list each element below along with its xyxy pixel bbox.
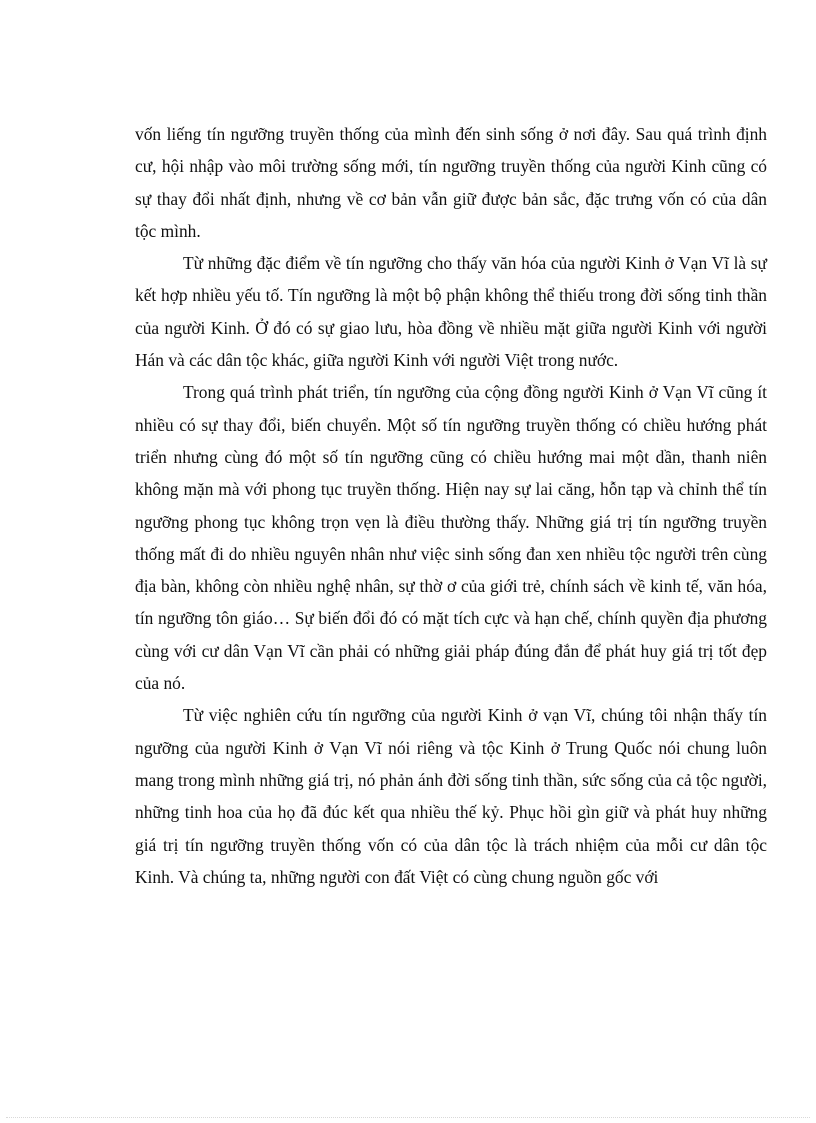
body-text — [135, 118, 767, 893]
paragraph: Từ việc nghiên cứu tín ngưỡng của người Kinh ở vạn Vĩ, chúng tôi nhận thấy tín ngưỡng của người Kinh ở Vạn Vĩ nói riêng và tộc Kinh ở Trung Quốc nói chung luôn mang trong mình những giá trị, nó phản ánh đời sống tinh thần, sức sống của cả tộc người, những tinh hoa của họ đã đúc kết qua nhiều thế kỷ. Phục hồi gìn giữ và phát huy những giá trị tín ngưỡng truyền thống vốn có của dân tộc là trách nhiệm của mỗi cư dân tộc Kinh. Và chúng ta, những người con đất Việt có cùng chung nguồn gốc với — [135, 705, 767, 887]
paragraph: Từ những đặc điểm về tín ngưỡng cho thấy văn hóa của người Kinh ở Vạn Vĩ là sự kết hợp nhiều yếu tố. Tín ngưỡng là một bộ phận không thể thiếu trong đời sống tinh thần của người Kinh. Ở đó có sự giao lưu, hòa đồng về nhiều mặt giữa người Kinh với người Hán và các dân tộc khác, giữa người Kinh với người Việt trong nước. — [135, 253, 767, 371]
paragraph: Trong quá trình phát triển, tín ngưỡng của cộng đồng người Kinh ở Vạn Vĩ cũng ít nhiều có sự thay đổi, biến chuyển. Một số tín ngưỡng truyền thống có chiều hướng phát triển nhưng cùng đó một số tín ngưỡng cũng có chiều hướng mai một dần, thanh niên không mặn mà với phong tục truyền thống. Hiện nay sự lai căng, hỗn tạp và chỉnh thể tín ngưỡng phong tục không trọn vẹn là điều thường thấy. Những giá trị tín ngưỡng truyền thống mất đi do nhiều nguyên nhân như việc sinh sống đan xen nhiều tộc người trên cùng địa bàn, không còn nhiều nghệ nhân, sự thờ ơ của giới trẻ, chính sách về kinh tế, văn hóa, tín ngưỡng tôn giáo… Sự biến đổi đó có mặt tích cực và hạn chế, chính quyền địa phương cùng với cư dân Vạn Vĩ cần phải có những giải pháp đúng đắn để phát huy giá trị tốt đẹp của nó. — [135, 382, 767, 694]
paragraph-continuation: vốn liếng tín ngưỡng truyền thống của mình đến sinh sống ở nơi đây. Sau quá trình định cư, hội nhập vào môi trường sống mới, tín ngưỡng truyền thống của người Kinh cũng có sự thay đổi nhất định, nhưng về cơ bản vẫn giữ được bản sắc, đặc trưng vốn có của dân tộc mình. — [135, 124, 767, 241]
page-bottom-divider — [6, 1117, 810, 1118]
